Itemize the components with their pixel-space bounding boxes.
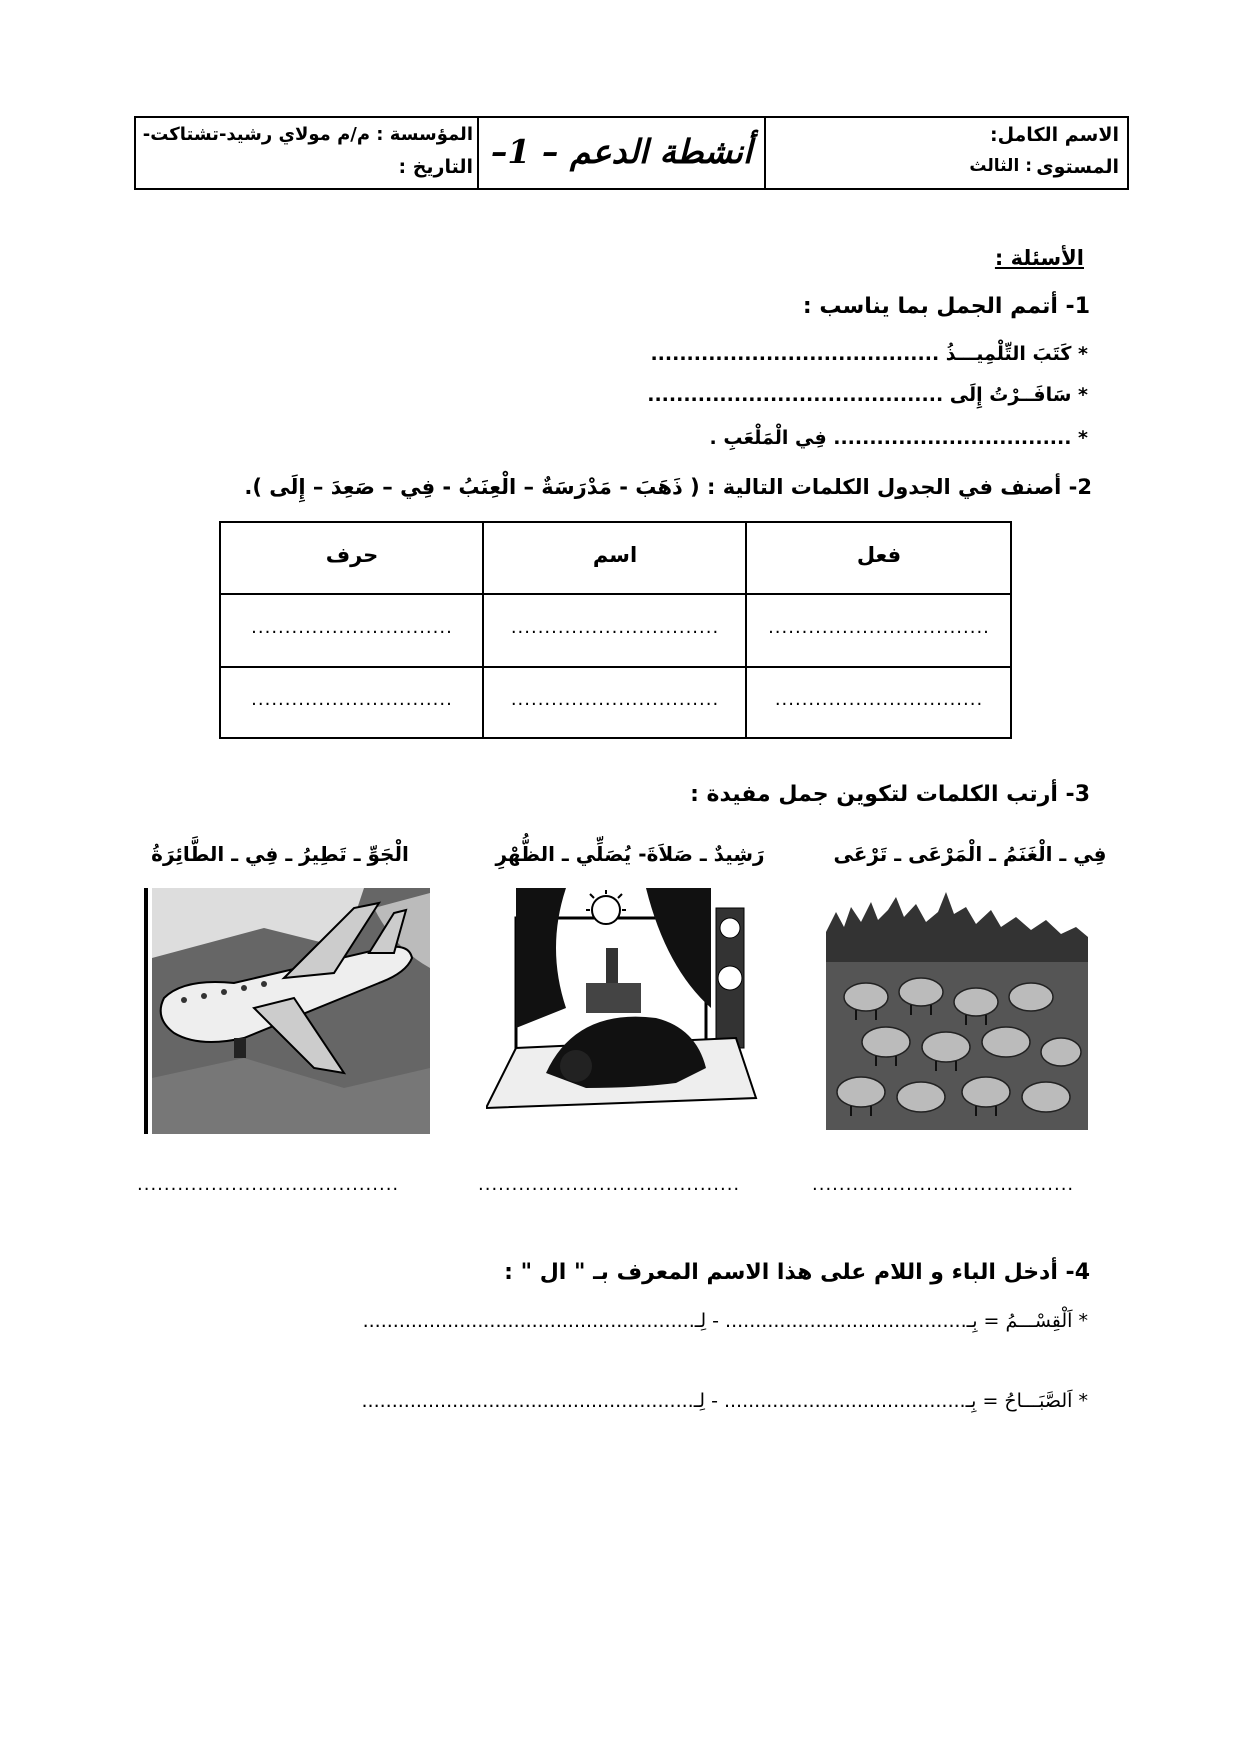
q3-words-1: فِي ـ الْغَنَمُ ـ الْمَرْعَى ـ تَرْعَى — [833, 842, 1107, 866]
q4-line-1[interactable]: * اَلْقِسْـــمُ = بِـ........................................ - لِـ....................................................... — [362, 1310, 1088, 1332]
q3-words-2: رَشِيدٌ ـ صَلاَةَ- يُصَلِّي ـ الظُّهْرِ — [495, 842, 765, 866]
table-cell[interactable]: .............................. — [251, 689, 453, 710]
q1-line-3: * ................................. فِي الْمَلْعَبِ . — [709, 427, 1088, 449]
table-cell[interactable]: ............................... — [774, 689, 984, 710]
table-cell[interactable]: .............................. — [251, 617, 453, 638]
col-header-particle: حرف — [325, 543, 379, 567]
classification-table — [219, 521, 1012, 739]
q3-answer-1[interactable]: ....................................... — [812, 1174, 1075, 1195]
institution: المؤسسة : م/م مولاي رشيد-تشتاكت- — [142, 124, 473, 145]
table-cell[interactable]: ............................... — [510, 617, 720, 638]
q1-title: 1- أتمم الجمل بما يناسب : — [802, 294, 1090, 319]
man-praying-image — [486, 888, 764, 1120]
level-value: : الثالث — [969, 156, 1032, 176]
q3-title: 3- أرتب الكلمات لتكوين جمل مفيدة : — [690, 782, 1090, 807]
q2-title: 2- أصنف في الجدول الكلمات التالية : ( ذَهَبَ - مَدْرَسَةٌ – الْعِنَبُ - فِي – صَعِدَ – إِلَى ). — [244, 475, 1092, 499]
student-info-cell — [764, 118, 1127, 188]
q3-words-3: الْجَوِّ ـ تَطِيرُ ـ فِي ـ الطَّائِرَةُ — [151, 842, 409, 866]
table-cell[interactable]: ................................. — [768, 617, 990, 638]
q4-line-2[interactable]: * اَلصَّبَـــاحُ = بِـ........................................ - لِـ....................................................... — [361, 1390, 1088, 1412]
col-header-noun: اسم — [592, 543, 638, 567]
date-label: التاريخ : — [398, 156, 473, 178]
q1-line-1: * كَتَبَ التِّلْمِيـــذُ ........................................ — [650, 343, 1088, 365]
q3-answer-3[interactable]: ....................................... — [137, 1174, 400, 1195]
level-label: المستوى — [1036, 156, 1119, 178]
sheep-grazing-image — [826, 892, 1088, 1130]
worksheet-title: أنشطة الدعم – 1– — [490, 132, 753, 171]
questions-heading: الأسئلة : — [994, 246, 1084, 270]
q1-line-2: * سَافَــرْتُ إِلَى ......................................... — [647, 384, 1088, 406]
col-header-verb: فعل — [856, 543, 902, 567]
q3-answer-2[interactable]: ....................................... — [478, 1174, 741, 1195]
header-box — [134, 116, 1129, 190]
table-cell[interactable]: ............................... — [510, 689, 720, 710]
full-name-label: الاسم الكامل: — [989, 124, 1119, 146]
q4-title: 4- أدخل الباء و اللام على هذا الاسم المعرف بـ " ال " : — [504, 1260, 1090, 1285]
airplane-image — [144, 888, 430, 1134]
school-info-cell — [136, 118, 481, 188]
title-cell — [477, 118, 764, 188]
